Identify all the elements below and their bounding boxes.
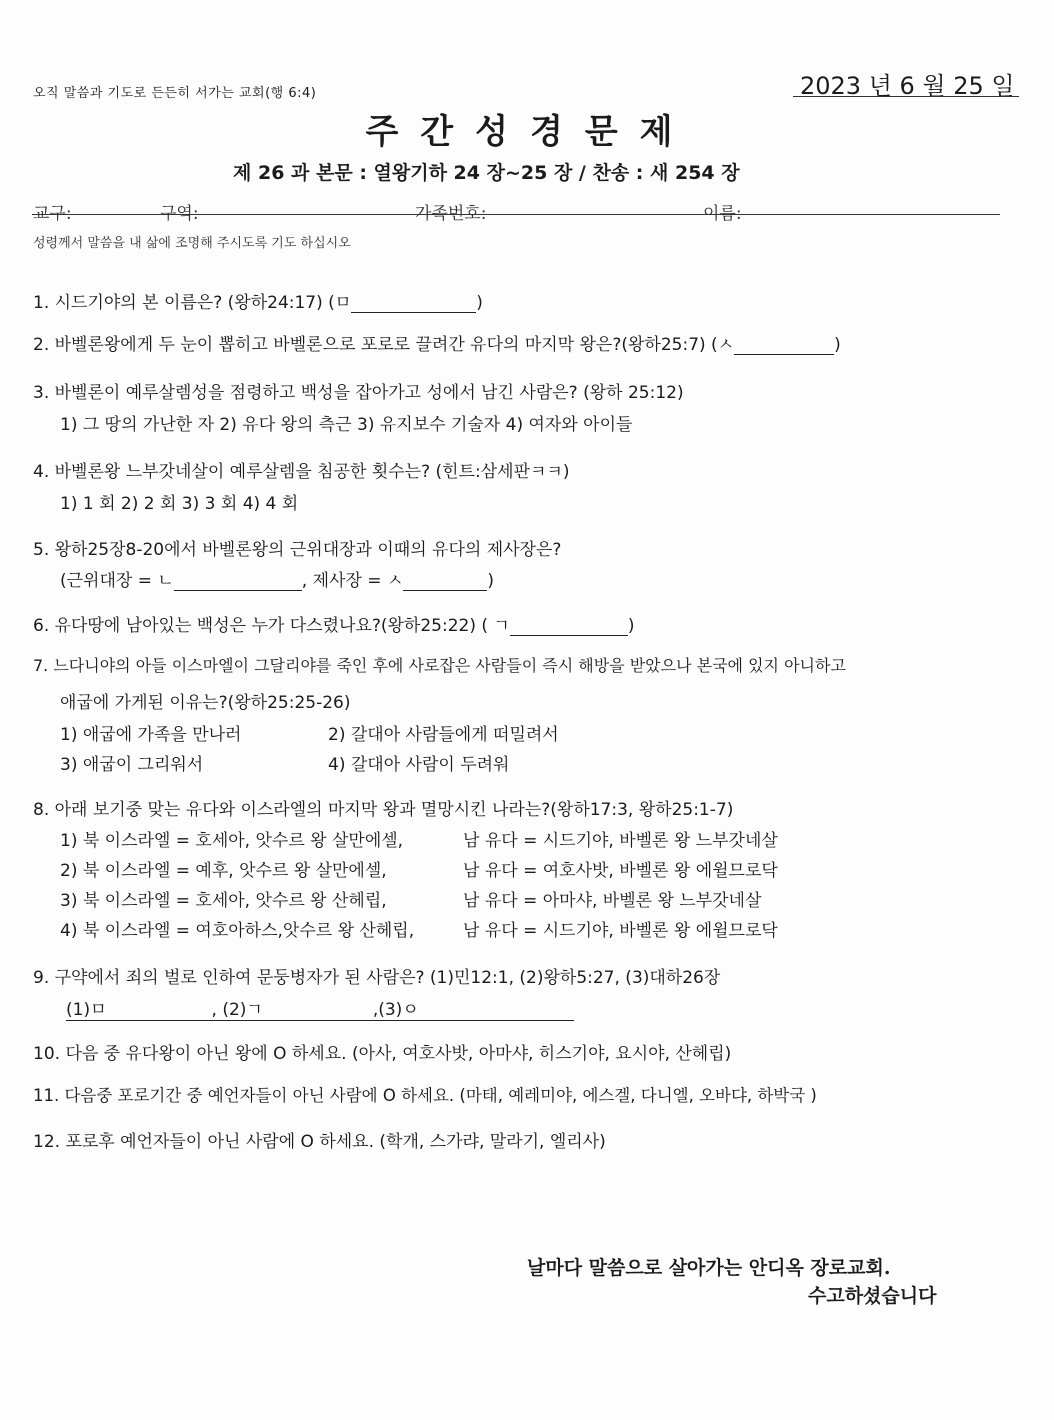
question-8-option-1-north: 1) 북 이스라엘 = 호세아, 앗수르 왕 살만에셀, [60,831,404,851]
closing-thanks: 수고하셨습니다 [808,1285,937,1307]
answer-blank-2[interactable] [734,334,834,355]
answer-blank-1[interactable] [351,292,476,313]
question-8-option-4-north: 4) 북 이스라엘 = 여호아하스,앗수르 왕 산헤립, [60,921,415,941]
question-11: 11. 다음중 포로기간 중 예언자들이 아닌 사람에 O 하세요. (마태, 예레미야, 에스겔, 다니엘, 오바댜, 하박국 ) [33,1086,817,1105]
answer-blank-6[interactable] [510,615,628,636]
question-1-close: ) [476,293,483,313]
question-7: 7. 느다니야의 아들 이스마엘이 그달리야를 죽인 후에 사로잡은 사람들이 즉시 해방을 받았으나 본국에 있지 아니하고 [33,656,846,675]
question-8-option-2-south: 남 유다 = 여호사밧, 바벨론 왕 에윌므로닥 [463,861,778,881]
question-12: 12. 포로후 예언자들이 아닌 사람에 O 하세요. (학개, 스가랴, 말라기, 엘리사) [33,1132,606,1152]
question-8-option-2-north: 2) 북 이스라엘 = 예후, 앗수르 왕 살만에셀, [60,861,387,881]
question-9: 9. 구약에서 죄의 벌로 인하여 문둥병자가 된 사람은? (1)민12:1, (2)왕하5:27, (3)대하26장 [33,968,721,988]
church-motto: 오직 말씀과 기도로 든든히 서가는 교회(행 6:4) [33,86,317,101]
question-8-option-3-south: 남 유다 = 아마샤, 바벨론 왕 느부갓네살 [463,891,762,911]
question-5: 5. 왕하25장8-20에서 바벨론왕의 근위대장과 이때의 유다의 제사장은? [33,540,562,560]
question-3: 3. 바벨론이 예루살렘성을 점령하고 백성을 잡아가고 성에서 남긴 사람은? (왕하 25:12) [33,383,684,403]
priest-label: , 제사장 = ㅅ [301,571,404,591]
question-9-answer-line [66,995,574,1021]
question-2-text: 2. 바벨론왕에게 두 눈이 뽑히고 바벨론으로 포로로 끌려간 유다의 마지막 왕은?(왕하25:7) (ㅅ [33,335,735,355]
question-8-option-4-south: 남 유다 = 시드기야, 바벨론 왕 에윌므로닥 [463,921,778,941]
question-3-options: 1) 그 땅의 가난한 자 2) 유다 왕의 측근 3) 유지보수 기술자 4) 여자와 아이들 [60,415,633,435]
question-6-close: ) [627,616,635,636]
page-title: 주간성경문제 [365,112,695,152]
answer-blank-9-2-label[interactable]: , (2)ㄱ [211,1000,263,1020]
family-number-field-label: 가족번호: [415,204,487,224]
answer-blank-9-3-label[interactable]: ,(3)ㅇ [372,1000,419,1020]
question-6-text: 6. 유다땅에 남아있는 백성은 누가 다스렸나요?(왕하25:22) ( ㄱ [33,616,510,636]
question-8-option-1-south: 남 유다 = 시드기야, 바벨론 왕 느부갓네살 [463,831,778,851]
question-7-option-4: 4) 갈대아 사람이 두려워 [328,755,510,775]
question-7-option-2: 2) 갈대아 사람들에게 떠밀려서 [328,725,559,745]
prayer-instruction: 성령께서 말씀을 내 삶에 조명해 주시도록 기도 하십시오 [33,236,351,251]
parish-field-label: 교구: [33,204,72,224]
name-field-label: 이름: [703,204,742,224]
question-4: 4. 바벨론왕 느부갓네살이 예루살렘을 침공한 횟수는? (힌트:삼세판ㅋㅋ) [33,462,570,482]
church-closing-line: 날마다 말씀으로 살아가는 안디옥 장로교회. [527,1257,891,1279]
question-10: 10. 다음 중 유다왕이 아닌 왕에 O 하세요. (아사, 여호사밧, 아마샤, 히스기야, 요시야, 산헤립) [33,1044,732,1064]
answer-blank-9-1-label[interactable]: (1)ㅁ [66,1000,107,1020]
question-4-options: 1) 1 회 2) 2 회 3) 3 회 4) 4 회 [60,494,299,514]
guard-captain-label: (근위대장 = ㄴ [60,571,174,591]
question-6 [33,611,634,636]
answer-blank-5b[interactable] [403,570,487,591]
question-2 [33,330,841,355]
question-8-option-3-north: 3) 북 이스라엘 = 호세아, 앗수르 왕 산헤립, [60,891,387,911]
district-field-label: 구역: [160,204,199,224]
question-5-answer-line [60,566,494,591]
lesson-subtitle: 제 26 과 본문 : 열왕기하 24 장~25 장 / 찬송 : 새 254 장 [233,162,740,184]
question-5-close: ) [487,571,494,591]
question-1 [33,288,483,313]
question-7-continued: 애굽에 가게된 이유는?(왕하25:25-26) [60,693,351,713]
question-2-close: ) [834,335,841,355]
question-8: 8. 아래 보기중 맞는 유다와 이스라엘의 마지막 왕과 멸망시킨 나라는?(왕하17:3, 왕하25:1-7) [33,800,734,820]
answer-blank-5a[interactable] [174,570,302,591]
info-fields-underline [32,214,1000,215]
question-7-option-1: 1) 애굽에 가족을 만나러 [60,725,242,745]
worksheet-date: 2023 년 6 월 25 일 [800,72,1015,100]
question-1-text: 1. 시드기야의 본 이름은? (왕하24:17) (ㅁ [33,293,352,313]
question-7-option-3: 3) 애굽이 그리워서 [60,755,204,775]
date-underline [793,96,1019,97]
